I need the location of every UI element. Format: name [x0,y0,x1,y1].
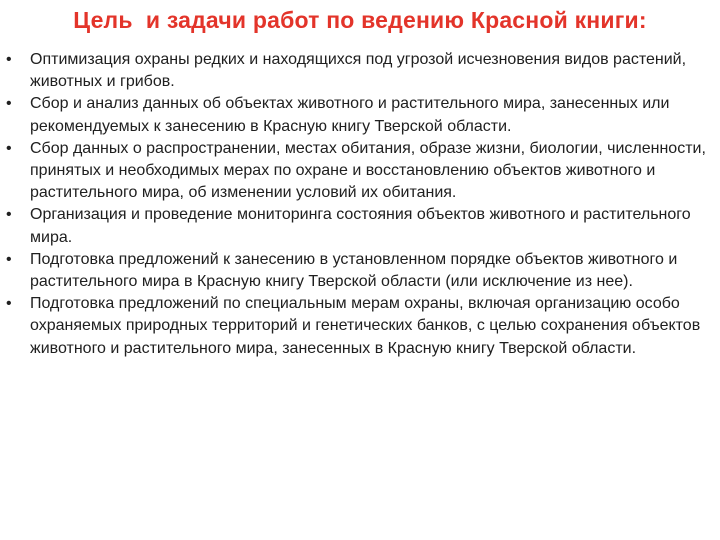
bullet-marker: • [6,295,12,313]
slide-title: Цель и задачи работ по ведению Красной книги: [73,7,647,33]
list-item-text: Организация и проведение мониторинга состояния объектов животного и растительного мира. [30,206,691,246]
list-item-text: Сбор данных о распространении, местах обитания, образе жизни, биологии, численности, принятых и необходимых мерах по охране и восстановлению объектов животного и растительного мира, об изменении условий их обитания. [30,139,706,202]
bullet-list [0,49,720,360]
list-item-text: Подготовка предложений по специальным мерам охраны, включая организацию особо охраняемых природных территорий и генетических банков, с целью сохранения объектов животного и растительного мира, занесенных в Красную книгу Тверской области. [30,295,701,357]
bullet-marker: • [6,139,12,157]
bullet-marker: • [6,51,12,68]
list-item [0,293,720,360]
list-item-text: Подготовка предложений к занесению в установленном порядке объектов животного и растительного мира в Красную книгу Тверской области (или исключение из нее). [30,250,678,291]
bullet-marker: • [6,95,12,113]
list-item [0,49,720,93]
list-item [0,93,720,137]
bullet-marker: • [6,250,12,268]
list-item [0,204,720,248]
list-item [0,249,720,293]
list-item-text: Сбор и анализ данных об объектах животного и растительного мира, занесенных или рекомендуемых к занесению в Красную книгу Тверской области. [30,95,670,135]
list-item [0,138,720,205]
bullet-marker: • [6,206,12,224]
list-item-text: Оптимизация охраны редких и находящихся под угрозой исчезновения видов растений, животных и грибов. [30,51,687,91]
